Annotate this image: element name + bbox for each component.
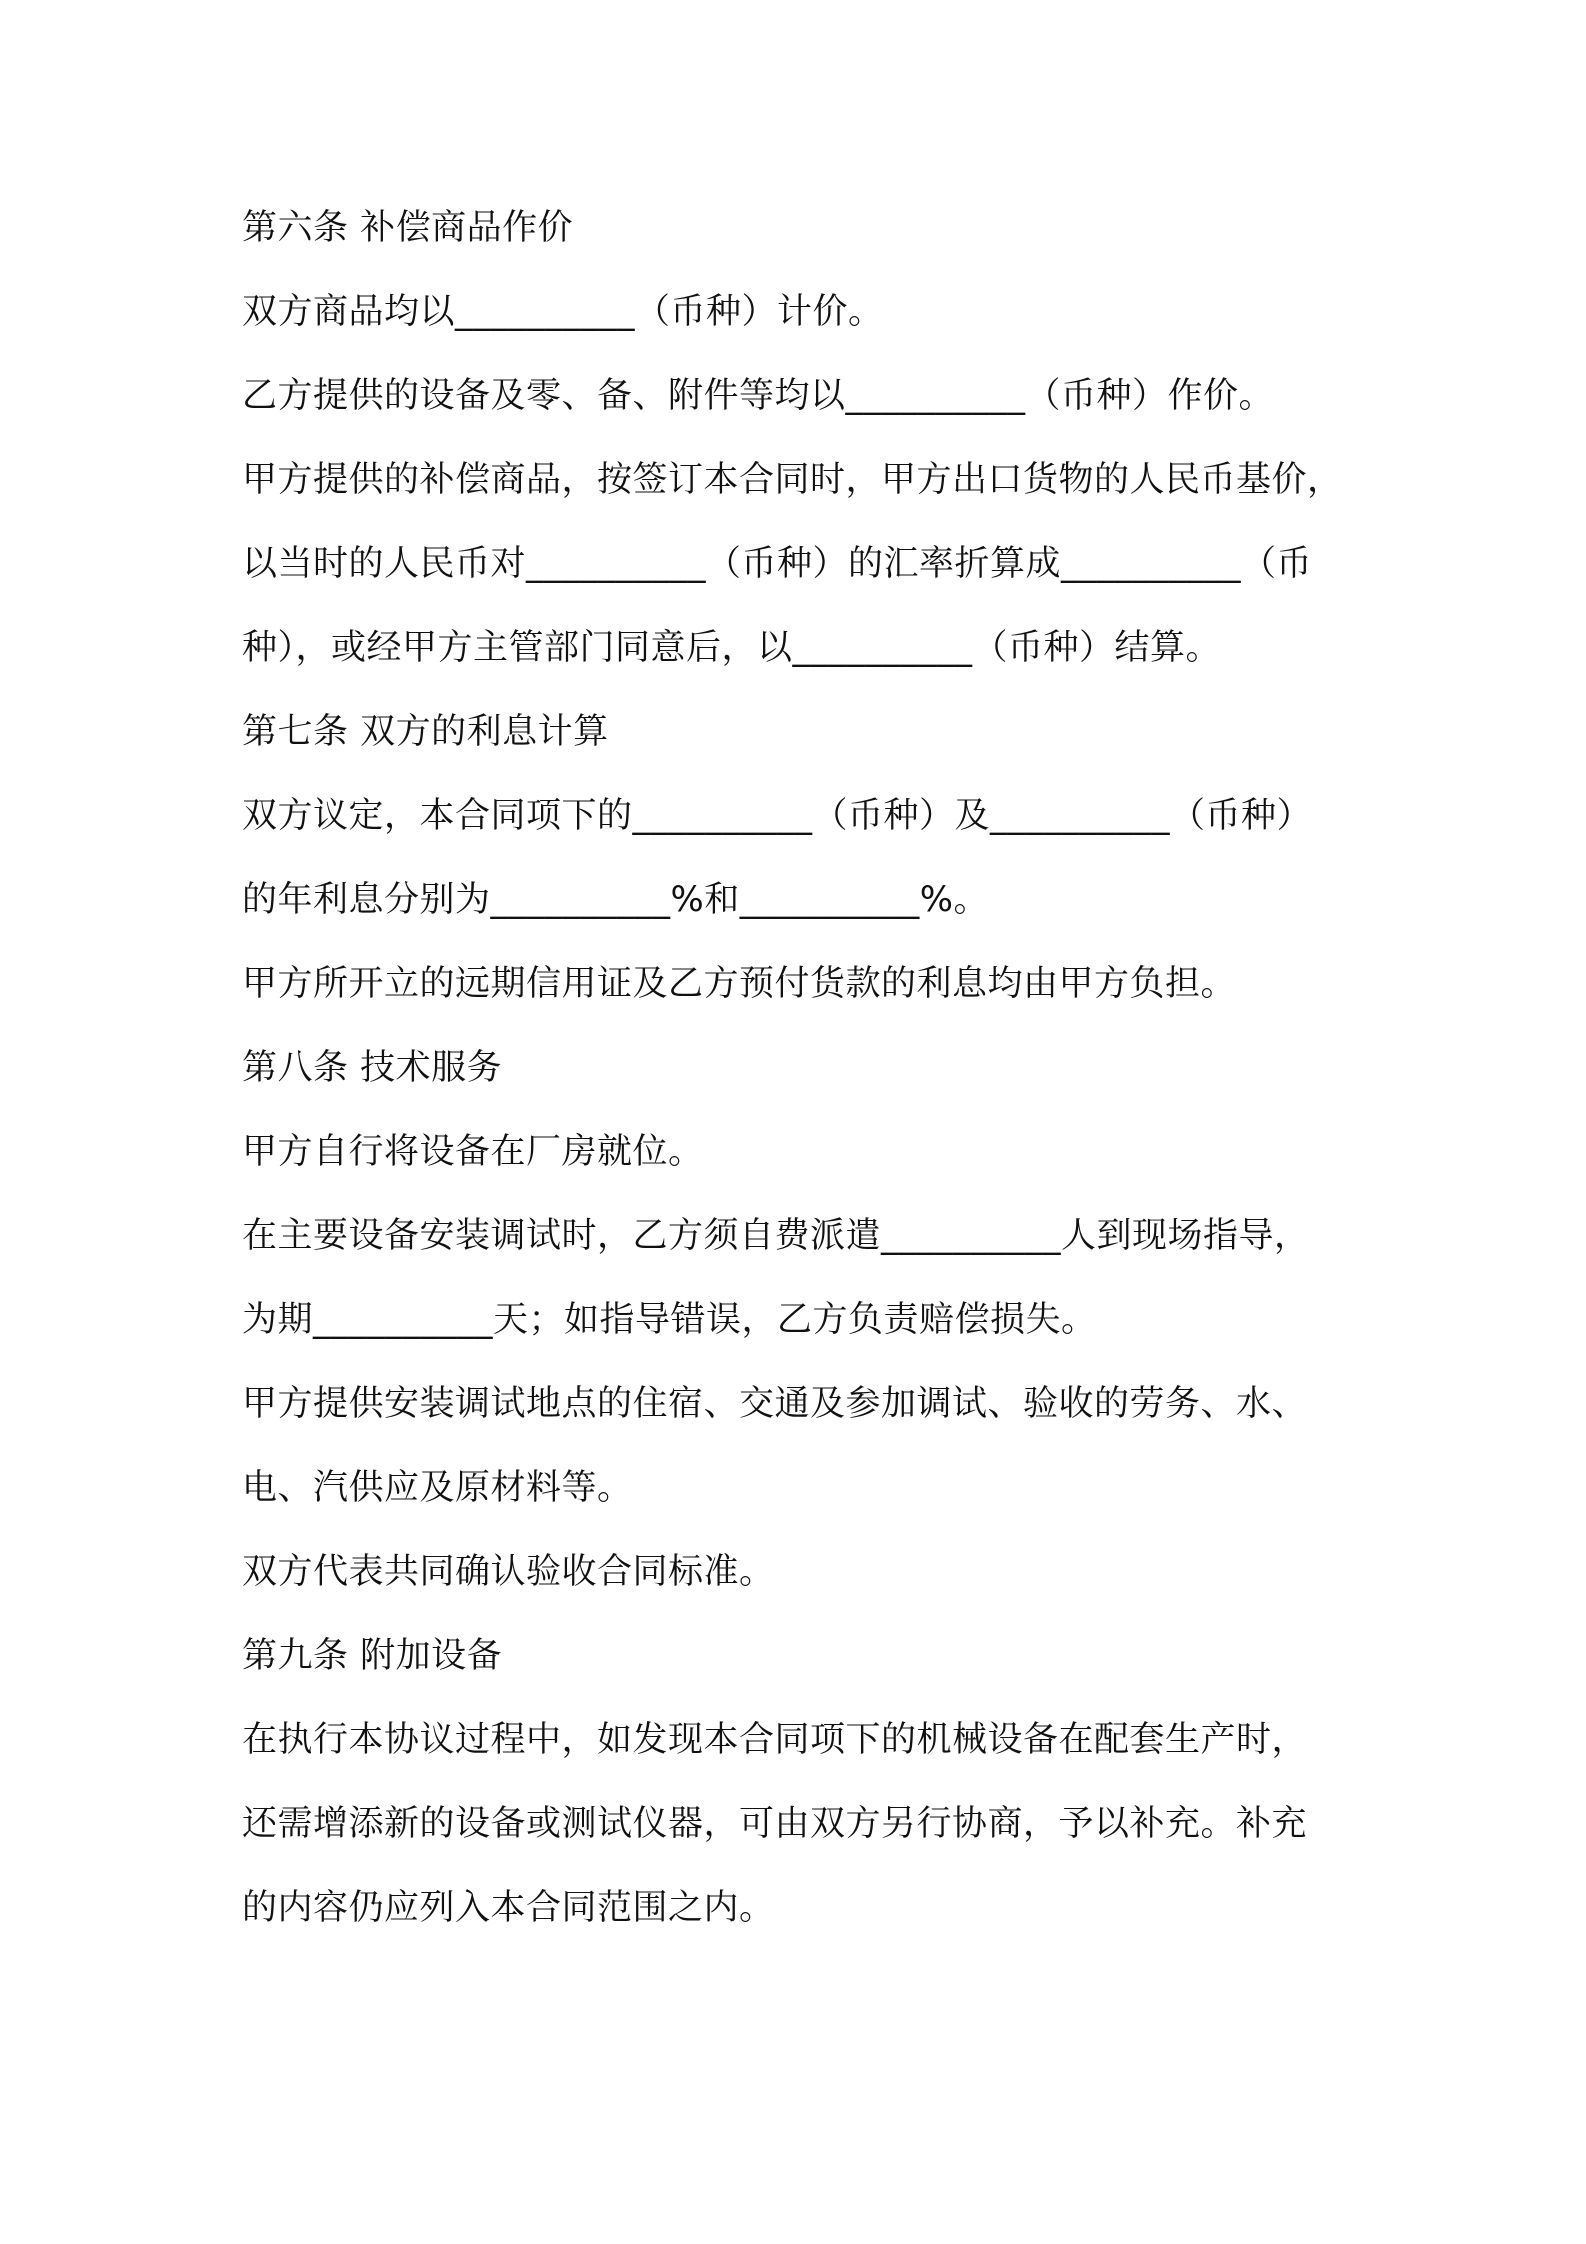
paragraph-line: 还需增添新的设备或测试仪器，可由双方另行协商，予以补充。补充	[242, 1804, 1308, 1844]
paragraph-line: 以当时的人民币对__________（币种）的汇率折算成__________（币	[242, 544, 1313, 584]
paragraph-line: 双方议定，本合同项下的__________（币种）及__________（币种）	[242, 796, 1313, 836]
paragraph-line: 的年利息分别为__________%和__________%。	[242, 880, 990, 920]
paragraph-line: 甲方提供安装调试地点的住宿、交通及参加调试、验收的劳务、水、	[242, 1384, 1308, 1424]
article-9-heading: 第九条 附加设备	[242, 1636, 503, 1676]
article-6-heading: 第六条 补偿商品作价	[242, 208, 574, 248]
paragraph-line: 甲方自行将设备在厂房就位。	[242, 1132, 704, 1172]
paragraph-line: 双方商品均以__________（币种）计价。	[242, 292, 884, 332]
paragraph-line: 甲方提供的补偿商品，按签订本合同时，甲方出口货物的人民币基价，	[242, 460, 1343, 500]
paragraph-line: 在执行本协议过程中，如发现本合同项下的机械设备在配套生产时，	[242, 1720, 1308, 1760]
paragraph-line: 种），或经甲方主管部门同意后，以__________（币种）结算。	[242, 628, 1222, 668]
paragraph-line: 乙方提供的设备及零、备、附件等均以__________（币种）作价。	[242, 376, 1275, 416]
paragraph-line: 甲方所开立的远期信用证及乙方预付货款的利息均由甲方负担。	[242, 964, 1237, 1004]
paragraph-line: 的内容仍应列入本合同范围之内。	[242, 1888, 775, 1928]
paragraph-line: 在主要设备安装调试时，乙方须自费派遣__________人到现场指导，	[242, 1216, 1310, 1256]
article-8-heading: 第八条 技术服务	[242, 1048, 503, 1088]
paragraph-line: 双方代表共同确认验收合同标准。	[242, 1552, 775, 1592]
paragraph-line: 为期__________天；如指导错误，乙方负责赔偿损失。	[242, 1300, 1097, 1340]
paragraph-line: 电、汽供应及原材料等。	[242, 1468, 633, 1508]
article-7-heading: 第七条 双方的利息计算	[242, 712, 609, 752]
